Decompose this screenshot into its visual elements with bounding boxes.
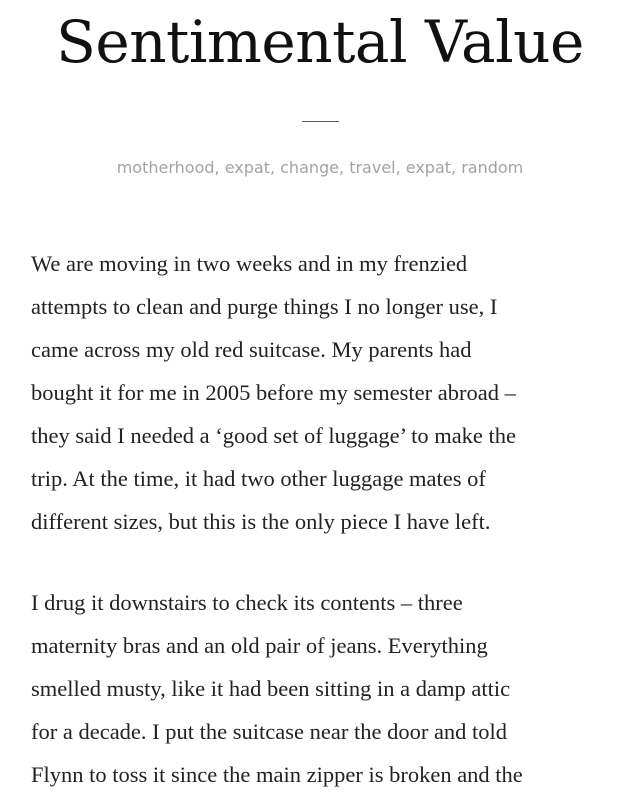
text-line: came across my old red suitcase. My parents had: [31, 337, 472, 362]
text-line: We are moving in two weeks and in my frenzied: [31, 251, 468, 276]
post-body: [31, 242, 621, 799]
text-line: maternity bras and an old pair of jeans. Everything: [31, 633, 488, 658]
text-line: for a decade. I put the suitcase near the door and told: [31, 719, 508, 744]
text-line: different sizes, but this is the only piece I have left.: [31, 509, 491, 534]
title-divider: [302, 121, 339, 122]
text-line: they said I needed a ‘good set of luggage’ to make the: [31, 423, 517, 448]
text-line: Flynn to toss it since the main zipper is broken and the: [31, 762, 523, 787]
text-line: attempts to clean and purge things I no longer use, I: [31, 294, 498, 319]
post-title: Sentimental Value: [56, 8, 584, 76]
text-line: trip. At the time, it had two other luggage mates of: [31, 466, 486, 491]
post-tags[interactable]: motherhood, expat, change, travel, expat, random: [116, 158, 524, 177]
text-line: bought it for me in 2005 before my semester abroad –: [31, 380, 516, 405]
paragraph-2: [31, 581, 621, 796]
text-line: smelled musty, like it had been sitting in a damp attic: [31, 676, 511, 701]
paragraph-1: [31, 242, 621, 543]
text-line: I drug it downstairs to check its contents – three: [31, 590, 463, 615]
